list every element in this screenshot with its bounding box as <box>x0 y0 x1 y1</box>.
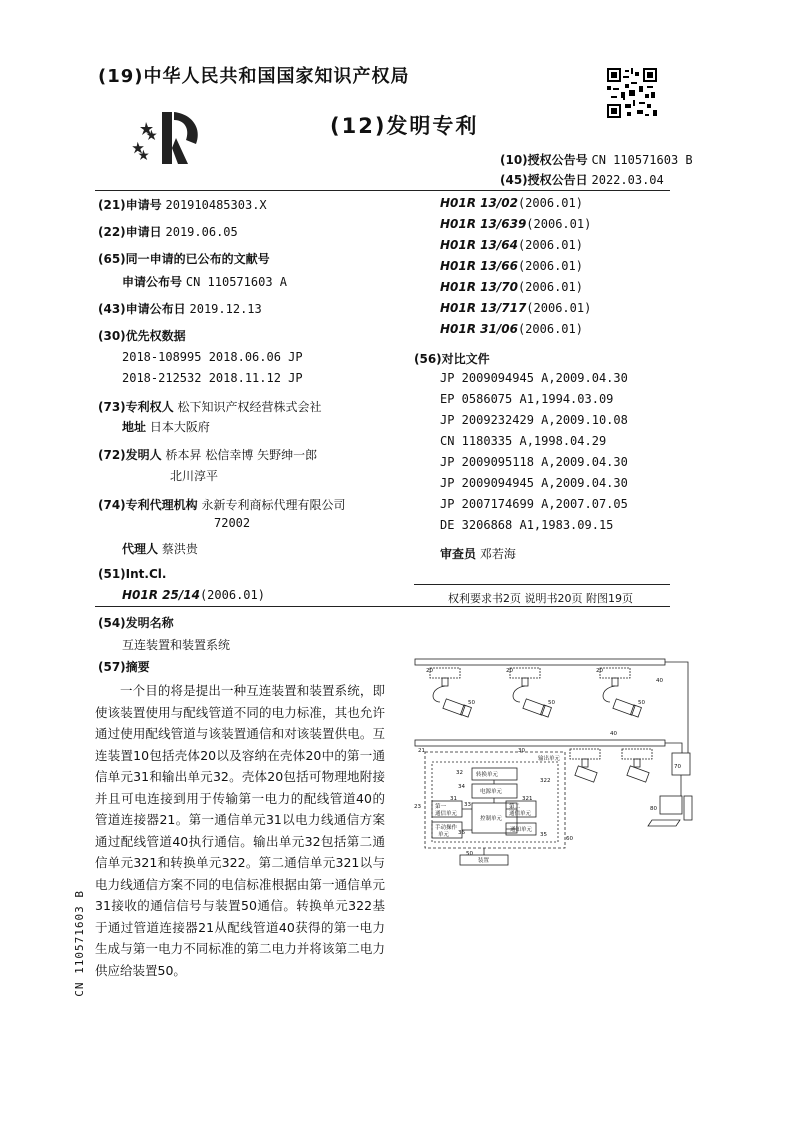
abstract-label: (57)摘要 <box>98 660 150 674</box>
svg-text:60: 60 <box>566 836 573 842</box>
agency: 永新专利商标代理有限公司 <box>201 498 346 512</box>
fig-label-comm1: 第一 <box>435 804 447 810</box>
agent-label: 代理人 <box>122 542 159 556</box>
citation-item: JP 2009094945 A,2009.04.30 <box>440 476 628 490</box>
pc-tower <box>684 796 692 820</box>
agency-label: (74)专利代理机构 <box>98 498 198 512</box>
title-label: (54)发明名称 <box>98 616 174 630</box>
office-header: (19)中华人民共和国国家知识产权局 <box>98 66 410 87</box>
priority-label: (30)优先权数据 <box>98 329 186 343</box>
pages-info: 权利要求书2页 说明书20页 附图19页 <box>448 592 633 605</box>
monitor <box>660 796 682 814</box>
examiner-label: 审查员 <box>440 547 477 561</box>
prior-pub-no: CN 110571603 A <box>185 275 287 289</box>
intcl-label: (51)Int.Cl. <box>98 567 167 581</box>
svg-text:33: 33 <box>464 802 471 808</box>
inventors-line-2: 北川淳平 <box>170 469 219 483</box>
inventors-line-1: 桥本昇 松信幸博 矢野绅一郎 <box>165 448 318 462</box>
citations-label: (56)对比文件 <box>414 352 490 366</box>
app-no-label: (21)申请号 <box>98 198 162 212</box>
invention-title: 互连装置和装置系统 <box>122 638 231 652</box>
svg-text:40: 40 <box>610 731 617 737</box>
side-publication-number: CN 110571603 B <box>73 890 86 997</box>
cnipa-logo <box>132 104 204 166</box>
svg-text:20: 20 <box>596 668 603 674</box>
camera-unit <box>570 749 600 782</box>
class-row: H01R 13/66(2006.01) <box>440 259 583 273</box>
grant-date: 2022.03.04 <box>591 173 664 187</box>
priority-entry-1: 2018-108995 2018.06.06 JP <box>122 350 303 364</box>
svg-text:35: 35 <box>540 832 547 838</box>
svg-text:21: 21 <box>418 748 425 754</box>
svg-text:50: 50 <box>466 851 473 857</box>
svg-text:20: 20 <box>426 668 433 674</box>
inventors-label: (72)发明人 <box>98 448 162 462</box>
svg-text:34: 34 <box>458 784 465 790</box>
svg-text:20: 20 <box>506 668 513 674</box>
grant-number: CN 110571603 B <box>591 153 693 167</box>
svg-text:70: 70 <box>674 764 681 770</box>
citation-item: EP 0586075 A1,1994.03.09 <box>440 392 614 406</box>
publication-info <box>500 150 693 190</box>
svg-text:单元: 单元 <box>438 832 450 838</box>
citation-item: JP 2009095118 A,2009.04.30 <box>440 455 628 469</box>
intcl-main-ver: (2006.01) <box>199 588 265 602</box>
class-row: H01R 13/717(2006.01) <box>440 301 592 315</box>
qr-code <box>607 68 657 118</box>
class-row: H01R 13/70(2006.01) <box>440 280 583 294</box>
class-row: H01R 13/64(2006.01) <box>440 238 583 252</box>
app-date-label: (22)申请日 <box>98 225 162 239</box>
citation-item: DE 3206868 A1,1983.09.15 <box>440 518 614 532</box>
svg-text:36: 36 <box>458 830 465 836</box>
fig-label-manual: 手动操作 <box>435 825 458 831</box>
citation-item: JP 2007174699 A,2007.07.05 <box>440 497 628 511</box>
svg-text:322: 322 <box>540 778 551 784</box>
grant-date-label: (45)授权公告日 <box>500 173 588 187</box>
svg-text:通信单元: 通信单元 <box>509 811 532 817</box>
class-row: H01R 31/06(2006.01) <box>440 322 583 336</box>
document-type: (12)发明专利 <box>330 114 479 138</box>
svg-text:32: 32 <box>456 770 463 776</box>
section-divider <box>95 606 670 607</box>
svg-text:40: 40 <box>656 678 663 684</box>
wiring-duct-top <box>415 659 665 665</box>
assignee-label: (73)专利权人 <box>98 400 174 414</box>
svg-text:50: 50 <box>468 700 475 706</box>
fig-label-notify: 通知单元 <box>510 827 533 833</box>
abstract-figure <box>410 656 695 891</box>
fig-label-control: 控制单元 <box>480 816 503 822</box>
svg-text:23: 23 <box>414 804 421 810</box>
pages-top-divider <box>414 584 670 585</box>
pub-date: 2019.12.13 <box>189 302 262 316</box>
camera-unit <box>510 668 551 717</box>
app-no: 201910485303.X <box>165 198 267 212</box>
agency-code: 72002 <box>214 516 251 530</box>
header-divider <box>95 190 670 191</box>
fig-label-output: 输出单元 <box>538 756 561 762</box>
camera-unit <box>600 668 641 717</box>
camera-unit <box>622 749 652 782</box>
svg-text:50: 50 <box>638 700 645 706</box>
fig-label-comm2: 第二 <box>509 804 521 810</box>
assignee: 松下知识产权经营株式会社 <box>177 400 322 414</box>
svg-text:31: 31 <box>450 796 457 802</box>
intcl-main: H01R 25/14 <box>122 588 200 602</box>
svg-text:30: 30 <box>518 748 525 754</box>
svg-text:50: 50 <box>548 700 555 706</box>
fig-label-converter: 转换单元 <box>476 772 499 778</box>
pub-date-label: (43)申请公布日 <box>98 302 186 316</box>
keyboard <box>648 820 680 826</box>
grant-number-label: (10)授权公告号 <box>500 153 588 167</box>
citation-item: CN 1180335 A,1998.04.29 <box>440 434 607 448</box>
camera-unit <box>430 668 471 717</box>
svg-text:80: 80 <box>650 806 657 812</box>
agent: 蔡洪贵 <box>161 542 198 556</box>
prior-pub-no-label: 申请公布号 <box>122 275 183 289</box>
address: 日本大阪府 <box>149 420 210 434</box>
prior-pub-label: (65)同一申请的已公布的文献号 <box>98 252 270 266</box>
priority-entry-2: 2018-212532 2018.11.12 JP <box>122 371 303 385</box>
fig-label-power: 电源单元 <box>480 789 503 795</box>
examiner: 邓若海 <box>479 547 516 561</box>
fig-label-device: 装置 <box>478 858 490 864</box>
abstract-text: 一个目的将是提出一种互连装置和装置系统，即使该装置使用与配线管道不同的电力标准，其也允许通过使用配线管道与该装置通信和对该装置供电。互连装置10包括壳体20以及容纳在壳体20中的第一通信单元31和输出单元32。壳体20包括可物理地附接并且可电连接到用于传输第一电力的配线管道40的管道连接器21。第一通信单元31以电力线通信方案通过配线管道40执行通信。输出单元32包括第二通信单元321和转换单元322。第二通信单元321以与电力线通信方案不同的电信标准根据由第一通信单元31接收的通信信号与装置50通信。转换单元322基于通过管道连接器21从配线管道40获得的第一电力生成与第一电力不同标准的第二电力并将该第二电力供应给装置50。 <box>95 683 385 978</box>
wiring-duct-lower <box>415 740 665 746</box>
address-label: 地址 <box>122 420 147 434</box>
app-date: 2019.06.05 <box>165 225 238 239</box>
svg-text:通信单元: 通信单元 <box>435 811 458 817</box>
class-row: H01R 13/639(2006.01) <box>440 217 592 231</box>
citation-item: JP 2009232429 A,2009.10.08 <box>440 413 628 427</box>
citation-item: JP 2009094945 A,2009.04.30 <box>440 371 628 385</box>
svg-text:321: 321 <box>522 796 533 802</box>
class-row: H01R 13/02(2006.01) <box>440 196 583 210</box>
